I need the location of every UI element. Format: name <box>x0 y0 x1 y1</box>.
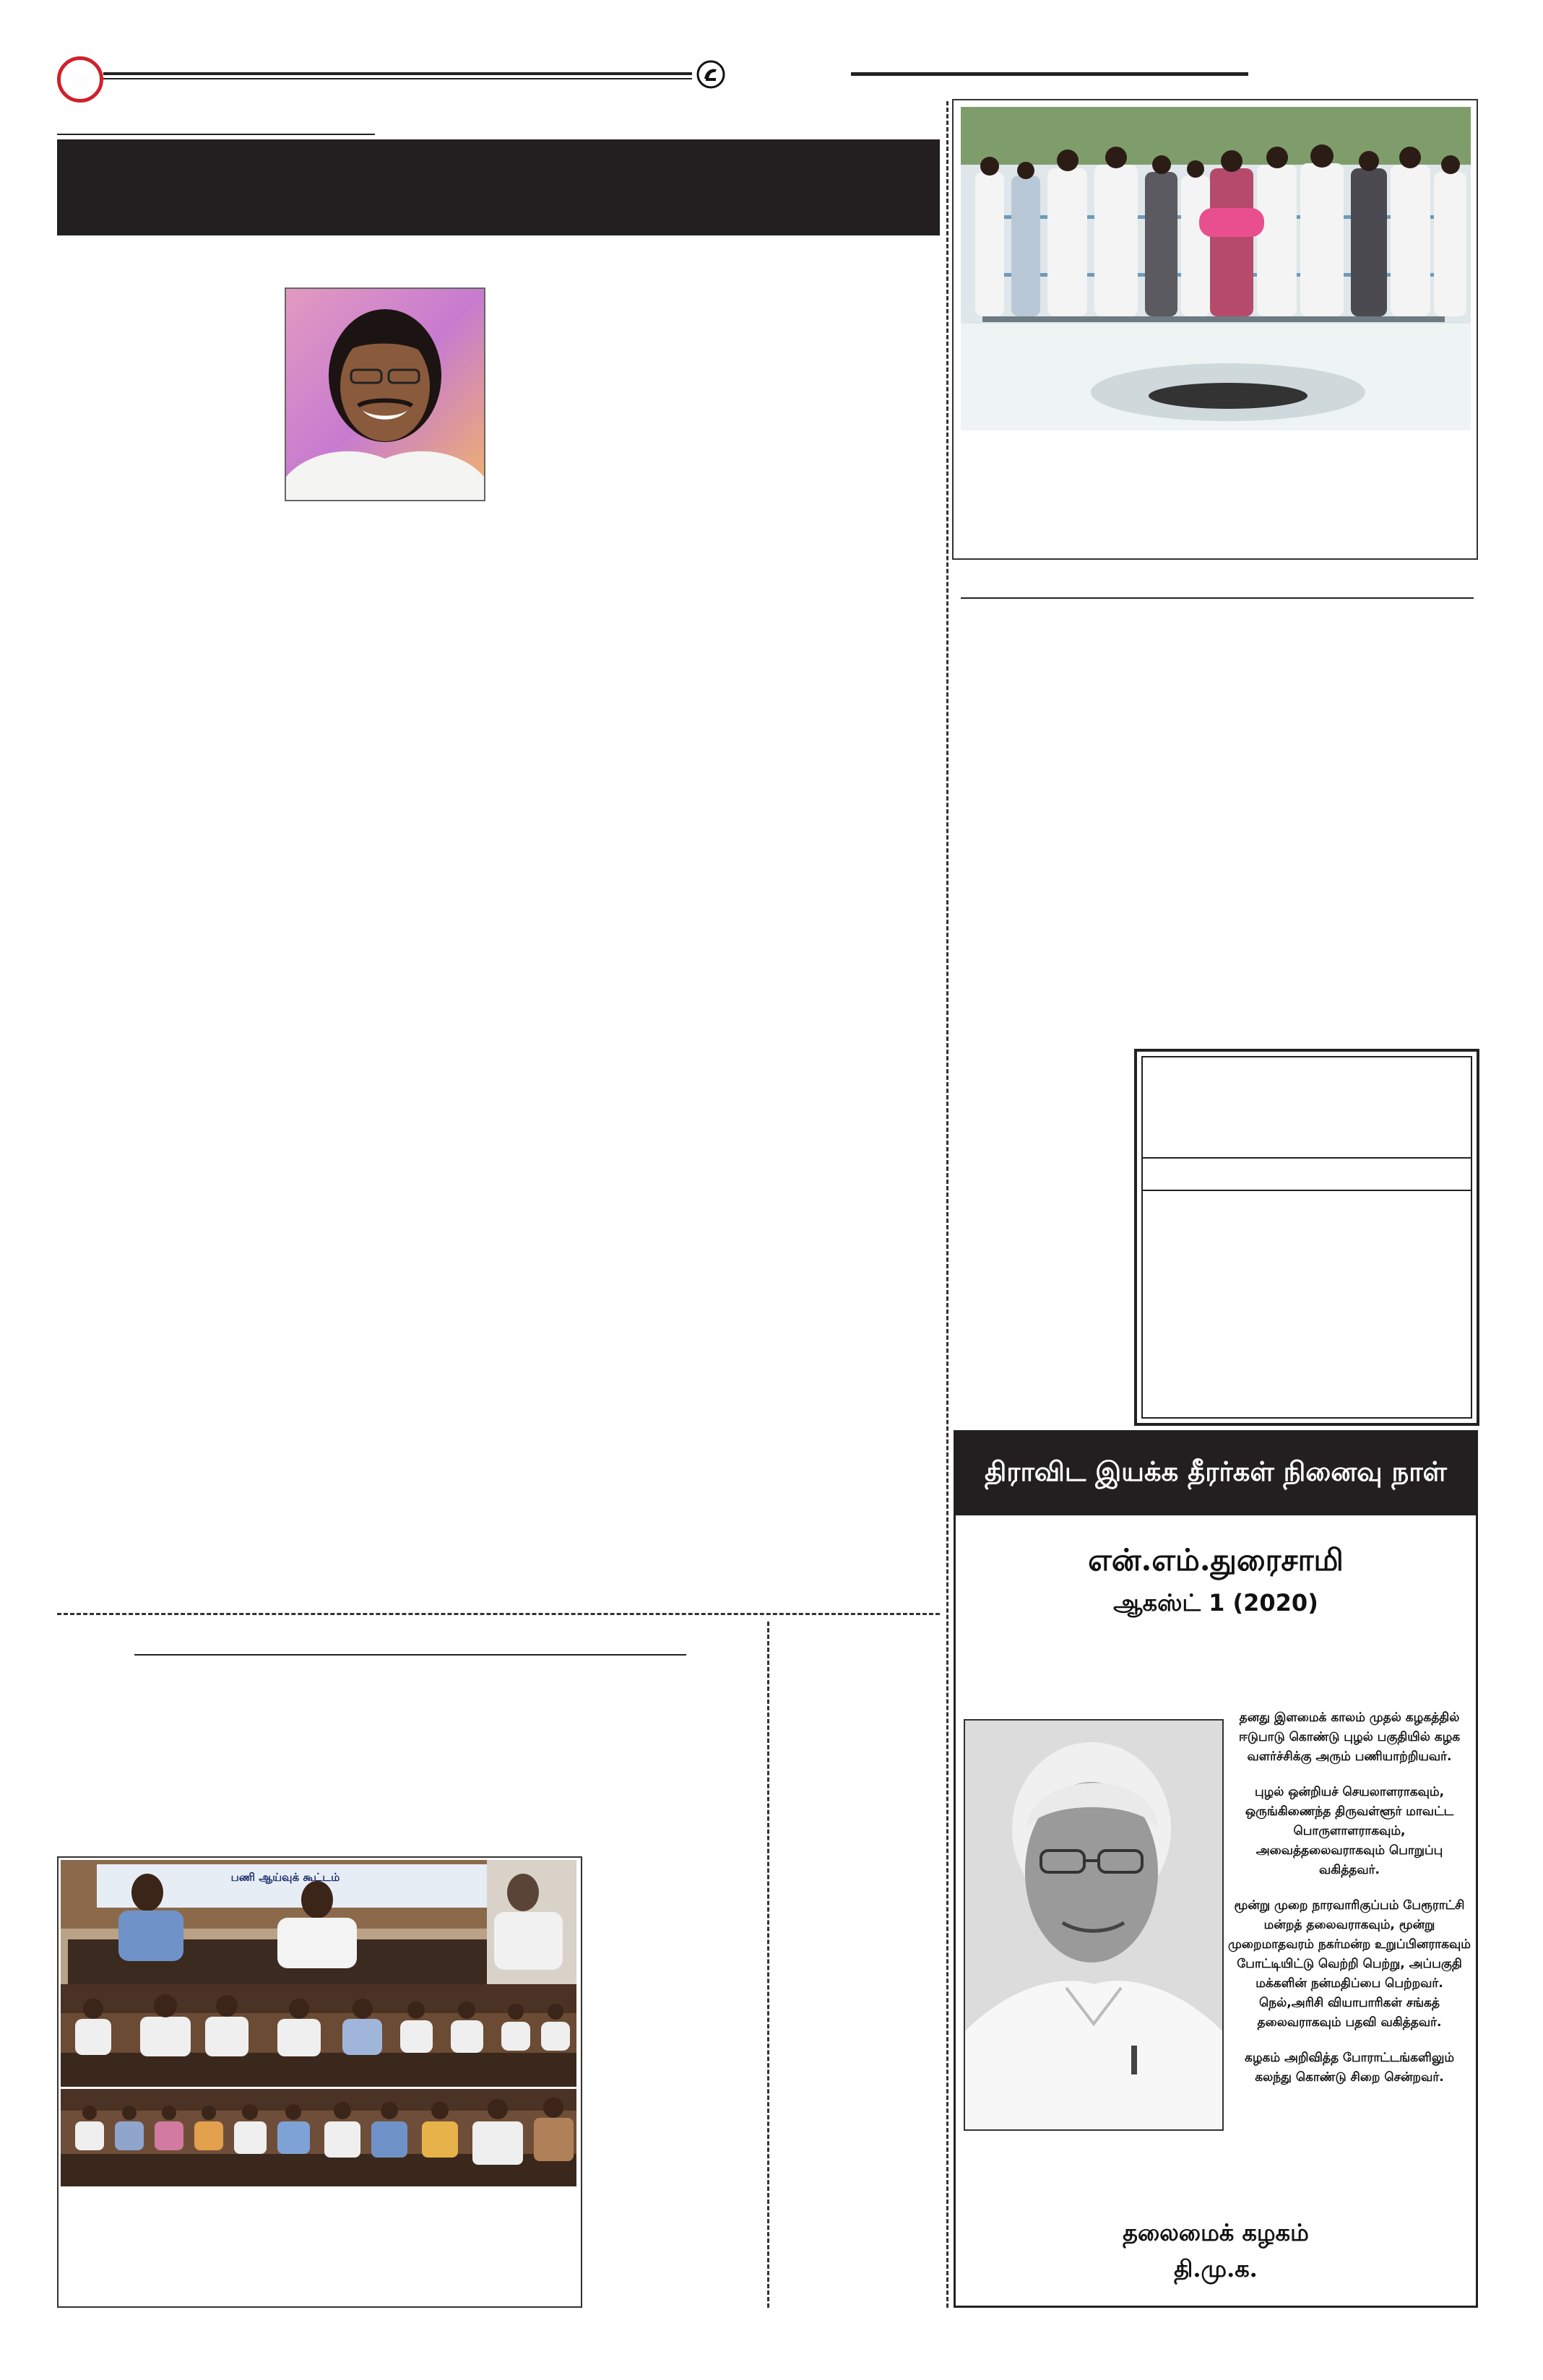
memorial-text <box>1228 1708 1471 2103</box>
inner-column-divider <box>767 1622 769 2308</box>
subsection-rule <box>134 1654 686 1656</box>
memorial-signature-2: தி.மு.க. <box>1174 2255 1258 2282</box>
party-emblem-icon <box>696 59 726 90</box>
headline-bar <box>57 139 940 235</box>
memorial-date: ஆகஸ்ட் 1 (2020) <box>1113 1589 1318 1617</box>
main-column-divider <box>946 101 948 2308</box>
page-number-circle <box>57 56 103 103</box>
left-column-divider <box>57 1613 940 1615</box>
memorial-signature-1: தலைமைக் கழகம் <box>1123 2219 1309 2246</box>
inauguration-photo <box>961 107 1471 430</box>
meeting-photo-middle <box>61 1984 576 2087</box>
meeting-banner-text: பணி ஆய்வுக் கூட்டம் <box>230 1871 340 1884</box>
memorial-name: என்.எம்.துரைசாமி <box>1088 1542 1344 1578</box>
notice-box-inner <box>1141 1056 1472 1419</box>
section-top-rule <box>57 134 375 135</box>
memorial-header <box>954 1430 1478 1515</box>
right-section-rule <box>961 597 1474 599</box>
memorial-paragraph: மூன்று முறை நாரவாரிகுப்பம் பேரூராட்சி மன்றத் தலைவராகவும், மூன்று முறைமாதவரம் நகர்மன்ற உறுப்பினராகவும் போட்டியிட்டு வெற்றி பெற்று, அப்பகுதி மக்களின் நன்மதிப்பை பெற்றவர். நெல்,அரிசி வியாபாரிகள் சங்கத் தலைவராகவும் பதவி வகித்தவர். <box>1228 1898 1471 2030</box>
header-rule-left <box>103 72 692 75</box>
memorial-paragraph: தனது இளமைக் காலம் முதல் கழகத்தில் ஈடுபாடு கொண்டு புழல் பகுதியில் கழக வளர்ச்சிக்கு அரும் பணியாற்றியவர். <box>1238 1710 1461 1764</box>
header-rule-right <box>851 72 1248 76</box>
notice-box-rule-2 <box>1141 1190 1472 1191</box>
memorial-paragraph: புழல் ஒன்றியச் செயலாளராகவும், ஒருங்கிணைந்த திருவள்ளூர் மாவட்ட பொருளாளராகவும், அவைத்தலைவராகவும் பொறுப்பு வகித்தவர். <box>1245 1785 1454 1877</box>
header-rule-left-thin <box>103 78 692 79</box>
memorial-header-text: திராவிட இயக்க தீரர்கள் நினைவு நாள் <box>985 1455 1447 1487</box>
notice-box-rule-1 <box>1141 1157 1472 1159</box>
meeting-photo-bottom <box>61 2089 576 2186</box>
memorial-portrait <box>964 1719 1224 2131</box>
memorial-paragraph: கழகம் அறிவித்த போராட்டங்களிலும் கலந்து கொண்டு சிறை சென்றவர். <box>1244 2051 1455 2085</box>
author-portrait <box>285 287 485 501</box>
